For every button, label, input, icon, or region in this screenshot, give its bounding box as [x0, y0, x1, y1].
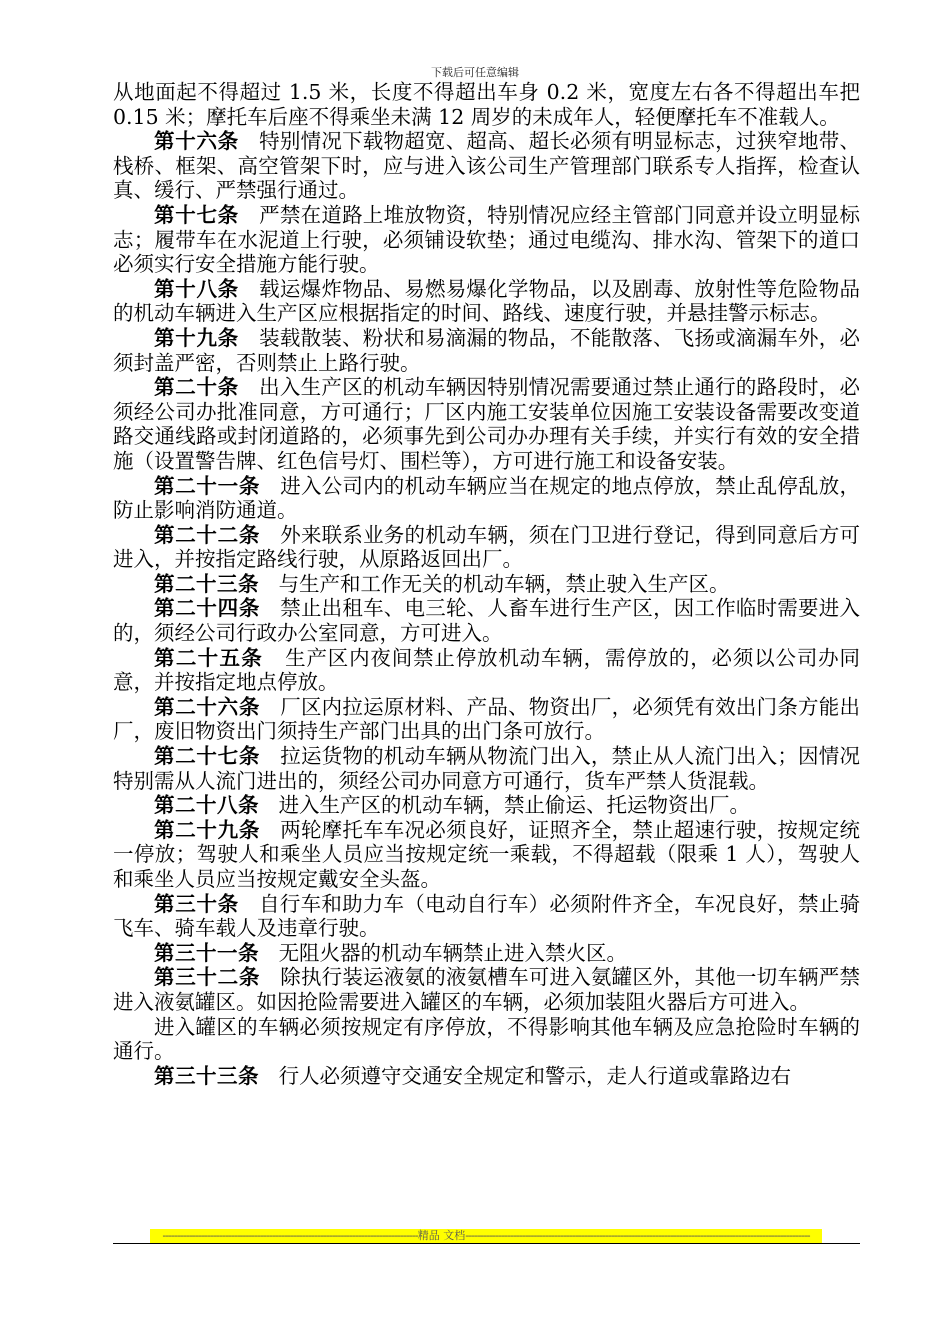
paragraph-text: 生产区内夜间禁止停放机动车辆，需停放的，必须以公司办同意，并按指定地点停放。: [113, 645, 860, 695]
paragraph: [113, 203, 860, 277]
paragraph: [113, 523, 860, 572]
article-gap: [239, 203, 259, 227]
article-gap: [239, 892, 259, 916]
paragraph-text: 除执行装运液氨的液氨槽车可进入氨罐区外，其他一切车辆严禁进入液氨罐区。如因抢险需要进入罐区的车辆，必须加装阻火器后方可进入。: [113, 965, 860, 1014]
paragraph: [113, 277, 860, 326]
article-number: 第三十三条: [154, 1063, 259, 1088]
article-number: 第二十六条: [154, 694, 261, 719]
article-gap: [239, 129, 259, 153]
paragraph: [113, 818, 860, 892]
paragraph: [113, 1064, 860, 1089]
article-gap: [263, 646, 285, 670]
paragraph: [113, 793, 860, 818]
article-gap: [239, 277, 259, 301]
article-number: 第十九条: [154, 325, 239, 350]
page-header: 下载后可任意编辑: [431, 66, 519, 79]
article-gap: [260, 695, 280, 719]
paragraph: [113, 941, 860, 966]
article-number: 第三十一条: [154, 940, 259, 965]
footer-label: 精品 文档: [417, 1229, 466, 1242]
paragraph-text: 进入罐区的车辆必须按规定有序停放，不得影响其他车辆及应急抢险时车辆的通行。: [113, 1014, 860, 1064]
paragraph: [113, 965, 860, 1014]
article-number: 第二十一条: [154, 473, 261, 498]
paragraph-text: 外来联系业务的机动车辆，须在门卫进行登记，得到同意后方可进入，并按指定路线行驶，从原路返回出厂。: [113, 522, 860, 572]
article-gap: [259, 572, 279, 596]
paragraph-text: 从地面起不得超过 1.5 米，长度不得超出车身 0.2 米，宽度左右各不得超出车把 0.15 米；摩托车后座不得乘坐未满 12 周岁的未成年人，轻便摩托车不准载人。: [113, 80, 860, 129]
article-number: 第二十二条: [154, 522, 261, 547]
footer-band: [150, 1229, 822, 1243]
footer-dashes-left: --------------------------------------------------------------------------------------: [162, 1229, 418, 1242]
article-gap: [260, 744, 280, 768]
document-body: [113, 80, 860, 1088]
paragraph-text: 禁止出租车、电三轮、人畜车进行生产区，因工作临时需要进入的，须经公司行政办公室同意，方可进入。: [113, 596, 860, 646]
article-gap: [259, 941, 279, 965]
article-number: 第二十八条: [154, 793, 259, 818]
paragraph: [113, 892, 860, 941]
paragraph: [113, 326, 860, 375]
article-gap: [260, 474, 280, 498]
paragraph: [113, 646, 860, 695]
article-number: 第二十四条: [154, 596, 261, 621]
paragraph: [113, 375, 860, 473]
footer-dashes-right: --------------------------------------------------------------------------------------------------------------------: [465, 1229, 810, 1242]
article-gap: [260, 818, 280, 842]
article-number: 第二十七条: [154, 744, 261, 769]
article-gap: [260, 523, 280, 547]
article-number: 第三十二条: [154, 965, 261, 990]
paragraph: [113, 744, 860, 793]
paragraph: [113, 1015, 860, 1064]
paragraph-text: 特别情况下载物超宽、超高、超长必须有明显标志，过狭窄地带、栈桥、框架、高空管架下时，应与进入该公司生产管理部门联系专人指挥，检查认真、缓行、严禁强行通过。: [113, 129, 861, 203]
paragraph-text: 进入公司内的机动车辆应当在规定的地点停放，禁止乱停乱放，防止影响消防通道。: [113, 473, 860, 523]
paragraph-text: 厂区内拉运原材料、产品、物资出厂，必须凭有效出门条方能出厂，废旧物资出门须持生产部门出具的出门条可放行。: [113, 694, 860, 744]
paragraph-text: 行人必须遵守交通安全规定和警示，走人行道或靠路边右: [278, 1063, 792, 1088]
article-gap: [260, 965, 280, 989]
article-number: 第三十条: [154, 891, 239, 916]
article-number: 第十六条: [154, 129, 239, 154]
paragraph: [113, 572, 860, 597]
article-number: 第二十条: [154, 375, 239, 400]
article-gap: [259, 1064, 279, 1088]
article-number: 第二十九条: [154, 817, 261, 842]
paragraph-text: 装载散装、粉状和易滴漏的物品，不能散落、飞扬或滴漏车外，必须封盖严密，否则禁止上路行驶。: [113, 325, 861, 375]
paragraph-text: 与生产和工作无关的机动车辆，禁止驶入生产区。: [278, 571, 730, 596]
paragraph: [113, 80, 860, 129]
paragraph-text: 出入生产区的机动车辆因特别情况需要通过禁止通行的路段时，必须经公司办批准同意，方可通行；厂区内施工安装单位因施工安装设备需要改变道路交通线路或封闭道路的，必须事先到公司办办理有关手续，并实行有效的安全措施（设置警告牌、红色信号灯、围栏等），方可进行施工和设备安装。: [113, 375, 861, 473]
paragraph: [113, 129, 860, 203]
article-gap: [239, 326, 259, 350]
article-number: 第二十三条: [154, 571, 259, 596]
paragraph: [113, 695, 860, 744]
paragraph: [113, 474, 860, 523]
paragraph-text: 载运爆炸物品、易燃易爆化学物品，以及剧毒、放射性等危险物品的机动车辆进入生产区应根据指定的时间、路线、速度行驶，并悬挂警示标志。: [113, 276, 861, 326]
paragraph: [113, 596, 860, 645]
article-number: 第十八条: [154, 276, 239, 301]
paragraph-text: 拉运货物的机动车辆从物流门出入，禁止从人流门出入；因情况特别需从人流门进出的，须经公司办同意方可通行，货车严禁人货混载。: [113, 744, 860, 793]
paragraph-text: 进入生产区的机动车辆，禁止偷运、托运物资出厂。: [278, 793, 751, 818]
footer-rule: [113, 1243, 860, 1244]
article-gap: [259, 793, 279, 817]
article-number: 第十七条: [154, 202, 239, 227]
article-gap: [239, 375, 259, 399]
paragraph-text: 无阻火器的机动车辆禁止进入禁火区。: [278, 940, 628, 965]
paragraph-text: 严禁在道路上堆放物资，特别情况应经主管部门同意并设立明显标志；履带车在水泥道上行驶，必须铺设软垫；通过电缆沟、排水沟、管架下的道口必须实行安全措施方能行驶。: [113, 202, 861, 277]
article-gap: [260, 596, 280, 620]
paragraph-text: 自行车和助力车（电动自行车）必须附件齐全，车况良好，禁止骑飞车、骑车载人及违章行驶。: [113, 891, 861, 941]
article-number: 第二十五条: [154, 645, 264, 670]
paragraph-text: 两轮摩托车车况必须良好，证照齐全，禁止超速行驶，按规定统一停放；驾驶人和乘坐人员应当按规定统一乘载，不得超载（限乘 1 人），驾驶人和乘坐人员应当按规定戴安全头盔。: [113, 817, 860, 891]
